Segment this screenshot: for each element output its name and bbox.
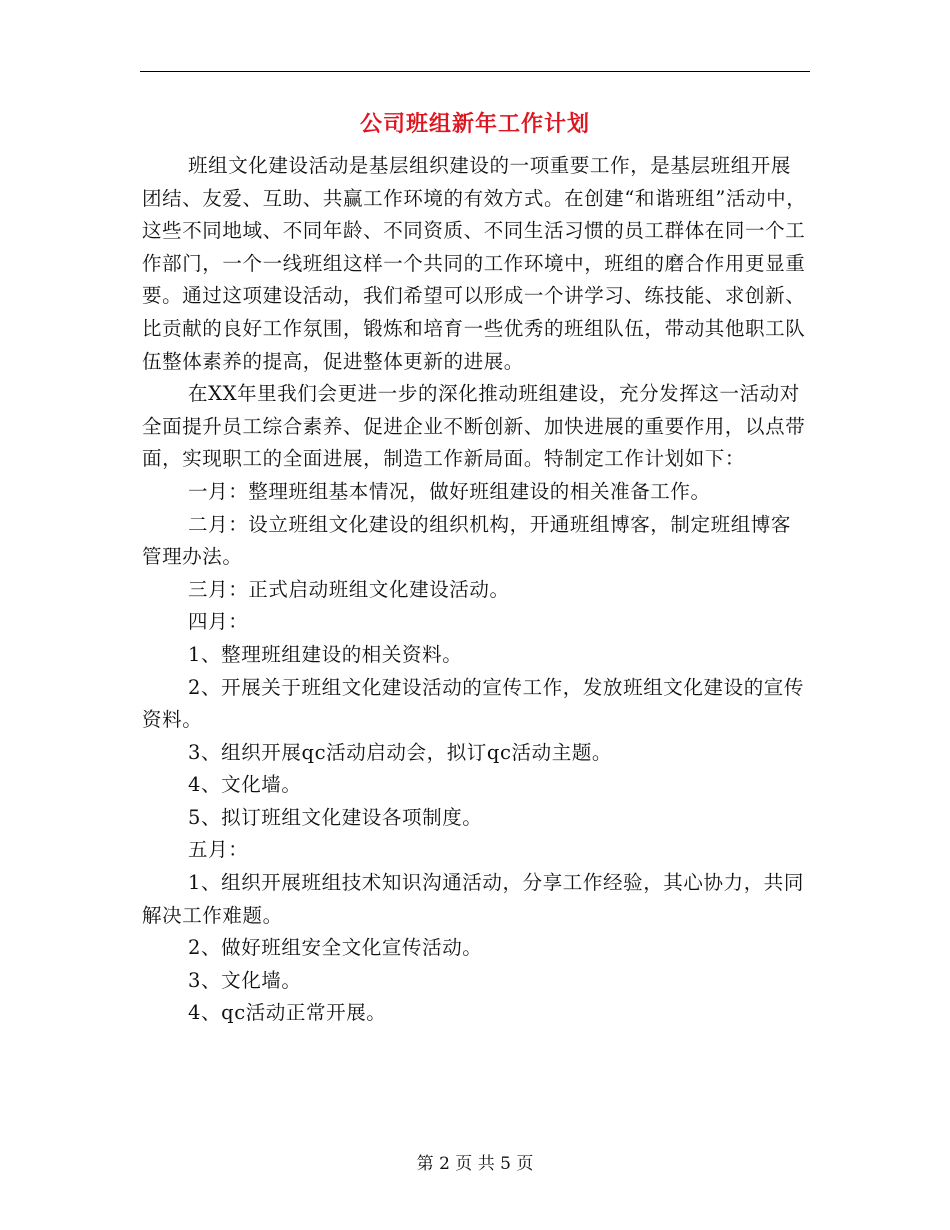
page-footer — [0, 1152, 950, 1176]
paragraph: 5、拟订班组文化建设各项制度。 — [188, 805, 483, 829]
document-body — [142, 150, 808, 1030]
paragraph: 二月：设立班组文化建设的组织机构，开通班组博客，制定班组博客管理办法。 — [142, 512, 792, 569]
paragraph: 四月： — [188, 610, 249, 634]
paragraph: 3、组织开展qc活动启动会，拟订qc活动主题。 — [188, 740, 613, 764]
paragraph: 在XX年里我们会更进一步的深化推动班组建设，充分发挥这一活动对全面提升员工综合素养、促进企业不断创新、加快进展的重要作用，以点带面，实现职工的全面进展，制造工作新局面。特制定工作计划如下： — [142, 382, 806, 471]
document-title: 公司班组新年工作计划 — [359, 111, 590, 137]
paragraph: 4、文化墙。 — [188, 773, 302, 797]
paragraph: 五月： — [188, 838, 249, 862]
paragraph: 2、做好班组安全文化宣传活动。 — [188, 936, 483, 960]
paragraph: 1、组织开展班组技术知识沟通活动，分享工作经验，其心协力，共同解决工作难题。 — [142, 871, 805, 927]
header-rule — [140, 71, 810, 72]
page-number-label: 第 2 页 共 5 页 — [416, 1154, 534, 1174]
paragraph: 4、qc活动正常开展。 — [188, 1001, 387, 1025]
paragraph: 3、文化墙。 — [188, 968, 302, 992]
paragraph: 2、开展关于班组文化建设活动的宣传工作，发放班组文化建设的宣传资料。 — [142, 675, 805, 732]
paragraph: 班组文化建设活动是基层组织建设的一项重要工作，是基层班组开展团结、友爱、互助、共赢工作环境的有效方式。在创建“和谐班组”活动中，这些不同地域、不同年龄、不同资质、不同生活习惯的员工群体在同一个工作部门，一个一线班组这样一个共同的工作环境中，班组的磨合作用更显重要。通过这项建设活动，我们希望可以形成一个讲学习、练技能、求创新、比贡献的良好工作氛围，锻炼和培育一些优秀的班组队伍，带动其他职工队伍整体素养的提高，促进整体更新的进展。 — [142, 154, 807, 373]
paragraph: 一月：整理班组基本情况，做好班组建设的相关准备工作。 — [188, 479, 711, 503]
paragraph: 三月：正式启动班组文化建设活动。 — [188, 577, 510, 601]
paragraph: 1、整理班组建设的相关资料。 — [188, 642, 463, 666]
